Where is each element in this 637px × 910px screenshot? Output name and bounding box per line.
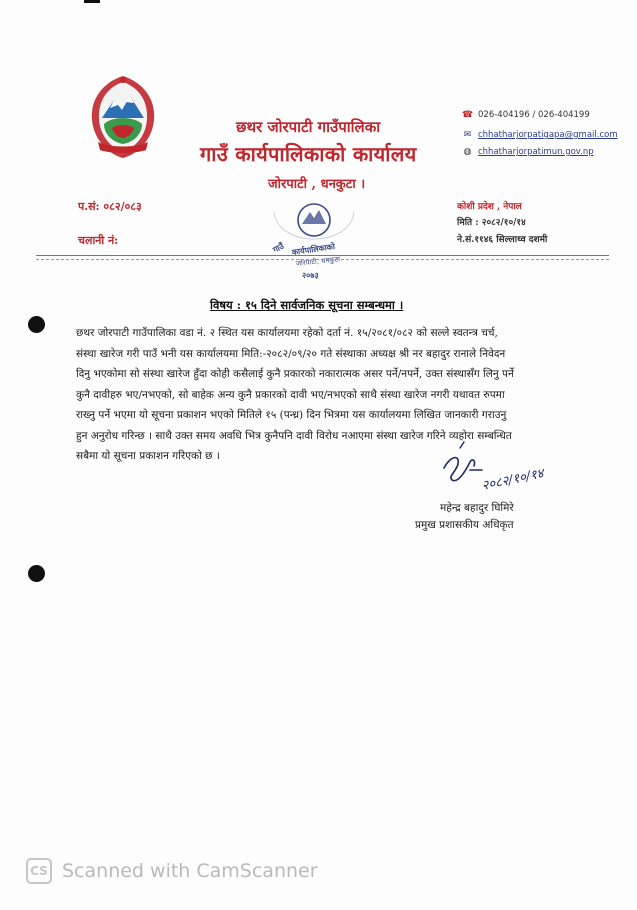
handwritten-signature	[430, 440, 560, 498]
office-location: जोरपाटी , धनकुटा ।	[268, 177, 366, 192]
camscanner-watermark	[26, 858, 318, 884]
body-line: राख्नु पर्ने भएमा यो सूचना प्रकाशन भएको मितिले १५ (पन्ध्र) दिन भित्रमा यस कार्यालयमा लिखित जानकारी गराउनु	[76, 409, 507, 421]
header-divider-dashed	[36, 259, 609, 260]
nepal-sambat-label: ने.सं.११४६ सिल्लाथ्व दशमी	[457, 235, 548, 245]
svg-text:कार्यपालिकाको: कार्यपालिकाको	[291, 241, 336, 258]
date-label: मिति : २०८२/१०/१४	[457, 218, 526, 228]
globe-icon: ◍	[463, 147, 472, 157]
punch-hole	[28, 565, 45, 582]
header-divider	[36, 255, 609, 256]
signatory-title: प्रमुख प्रशासकीय अधिकृत	[415, 519, 514, 531]
phone-number: 026-404196 / 026-404199	[478, 110, 590, 120]
body-line: संस्था खारेज गरी पाउँ भनी यस कार्यालयमा मिति:-२०८२/०९/२० गते संस्थाका अध्यक्ष श्री नर बहादुर रानाले निवेदन	[76, 347, 506, 360]
dispatch-number: चलानी नं:	[78, 234, 119, 247]
svg-text:२०७३: २०७३	[302, 270, 319, 280]
watermark-text: Scanned with CamScanner	[62, 860, 318, 882]
contact-email[interactable]	[462, 130, 618, 140]
municipality-name: छथर जोरपाटी गाउँपालिका	[236, 118, 381, 136]
punch-hole	[28, 316, 45, 333]
notice-subject: विषय : १५ दिने सार्वजनिक सूचना सम्बन्धमा ।	[210, 298, 404, 312]
official-stamp-icon	[256, 190, 372, 286]
phone-icon: ☎	[461, 110, 474, 120]
contact-phone	[462, 110, 590, 120]
svg-text:जोरपाटी, धनकुटा: जोरपाटी, धनकुटा	[295, 255, 341, 268]
office-name: गाउँ कार्यपालिकाको कार्यालय	[200, 142, 417, 166]
camscanner-logo-icon: CS	[26, 858, 52, 884]
scan-edge-mark	[84, 0, 100, 3]
email-link[interactable]: chhatharjorpatigapa@gmail.com	[478, 130, 618, 140]
body-line: हुन अनुरोध गरिन्छ । साथै उक्त समय अवधि भित्र कुनैपनि दावी विरोध नआएमा संस्था खारेज गरिने व्यहोरा सम्बन्धित	[76, 429, 512, 442]
contact-website[interactable]	[462, 147, 594, 157]
nepal-emblem-icon	[84, 72, 162, 162]
svg-text:गाउँ: गाउँ	[270, 240, 286, 255]
province-label: कोशी प्रदेश , नेपाल	[457, 202, 522, 212]
body-line: दिनु भएकोमा सो संस्था खारेज हुँदा कोही कसैलाई कुनै प्रकारको नकारात्मक असर पर्ने/नपर्ने, उक्त संस्थासँग लिनु पर्ने	[76, 368, 514, 380]
website-link[interactable]: chhatharjorpatimun.gov.np	[478, 147, 594, 157]
reference-number: प.सं: ०८२/०८३	[78, 200, 142, 213]
body-line: कुनै दावीहरु भए/नभएको, सो बाहेक अन्य कुनै प्रकारको दावी भए/नभएको साथै संस्था खारेज नगरी यथावत रुपमा	[76, 388, 505, 401]
signatory-name: महेन्द्र बहादुर घिमिरे	[440, 502, 514, 514]
body-line: सबैमा यो सूचना प्रकाशन गरिएको छ ।	[76, 450, 220, 462]
svg-text:२०८२/१०/१४: २०८२/१०/१४	[480, 466, 546, 494]
mail-icon: ✉	[463, 130, 472, 140]
body-line: छथर जोरपाटी गाउँपालिका वडा नं. २ स्थित यस कार्यालयमा रहेको दर्ता नं. १५/२०८१/०८२ को सल्ले स्वतन्त्र चर्च,	[76, 327, 498, 339]
